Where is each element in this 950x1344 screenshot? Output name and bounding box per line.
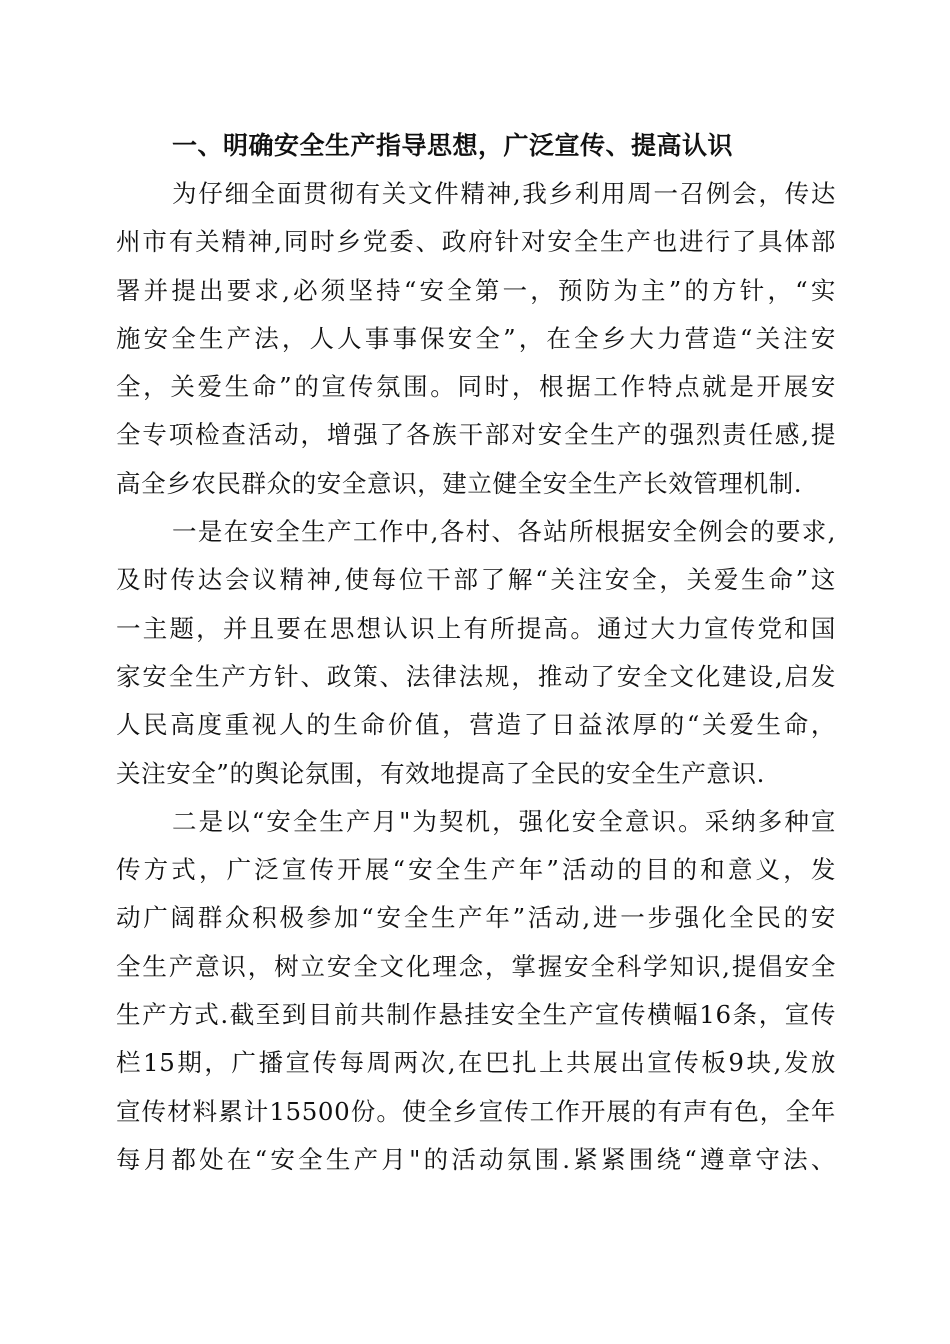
section-heading: 一、明确安全生产指导思想，广泛宣传、提高认识: [172, 131, 734, 160]
paragraph-line: 栏15期，广播宣传每周两次,在巴扎上共展出宣传板9块,发放: [116, 1048, 836, 1078]
paragraph-line: 全生产意识，树立安全文化理念，掌握安全科学知识,提倡安全: [116, 951, 836, 981]
paragraph-line: 一是在安全生产工作中,各村、各站所根据安全例会的要求,: [172, 517, 836, 547]
paragraph-line: 生产方式.截至到目前共制作悬挂安全生产宣传横幅16条，宣传: [116, 1000, 836, 1030]
paragraph-1: [116, 170, 836, 508]
paragraph-line: 全专项检查活动，增强了各族干部对安全生产的强烈责任感,提: [116, 420, 836, 450]
paragraph-line: 全，关爱生命”的宣传氛围。同时，根据工作特点就是开展安: [116, 372, 836, 402]
paragraph-line: 二是以“安全生产月"为契机，强化安全意识。采纳多种宣: [172, 806, 836, 836]
paragraph-line: 每月都处在“安全生产月"的活动氛围.紧紧围绕“遵章守法、: [116, 1144, 836, 1174]
document-page: [116, 122, 836, 1184]
paragraph-line: 传方式，广泛宣传开展“安全生产年”活动的目的和意义，发: [116, 855, 836, 885]
paragraph-line: 关注安全”的舆论氛围，有效地提高了全民的安全生产意识.: [116, 758, 766, 788]
paragraph-line: 人民高度重视人的生命价值，营造了日益浓厚的“关爱生命，: [116, 710, 836, 740]
paragraph-line: 家安全生产方针、政策、法律法规，推动了安全文化建设,启发: [116, 661, 836, 691]
paragraph-line: 州市有关精神,同时乡党委、政府针对安全生产也进行了具体部: [116, 227, 836, 257]
paragraph-line: 一主题，并且要在思想认识上有所提高。通过大力宣传党和国: [116, 613, 836, 643]
paragraph-line: 高全乡农民群众的安全意识，建立健全安全生产长效管理机制.: [116, 468, 803, 498]
paragraph-line: 署并提出要求,必须坚持“安全第一，预防为主”的方针，“实: [116, 275, 836, 305]
paragraph-line: 为仔细全面贯彻有关文件精神,我乡利用周一召例会，传达: [172, 179, 836, 208]
paragraph-line: 施安全生产法，人人事事保安全”，在全乡大力营造“关注安: [116, 323, 836, 353]
paragraph-2: [116, 508, 836, 798]
paragraph-3: [116, 798, 836, 1184]
paragraph-line: 及时传达会议精神,使每位干部了解“关注安全，关爱生命”这: [116, 565, 836, 595]
paragraph-line: 动广阔群众积极参加“安全生产年”活动,进一步强化全民的安: [116, 903, 836, 933]
paragraph-line: 宣传材料累计15500份。使全乡宣传工作开展的有声有色，全年: [116, 1096, 836, 1126]
